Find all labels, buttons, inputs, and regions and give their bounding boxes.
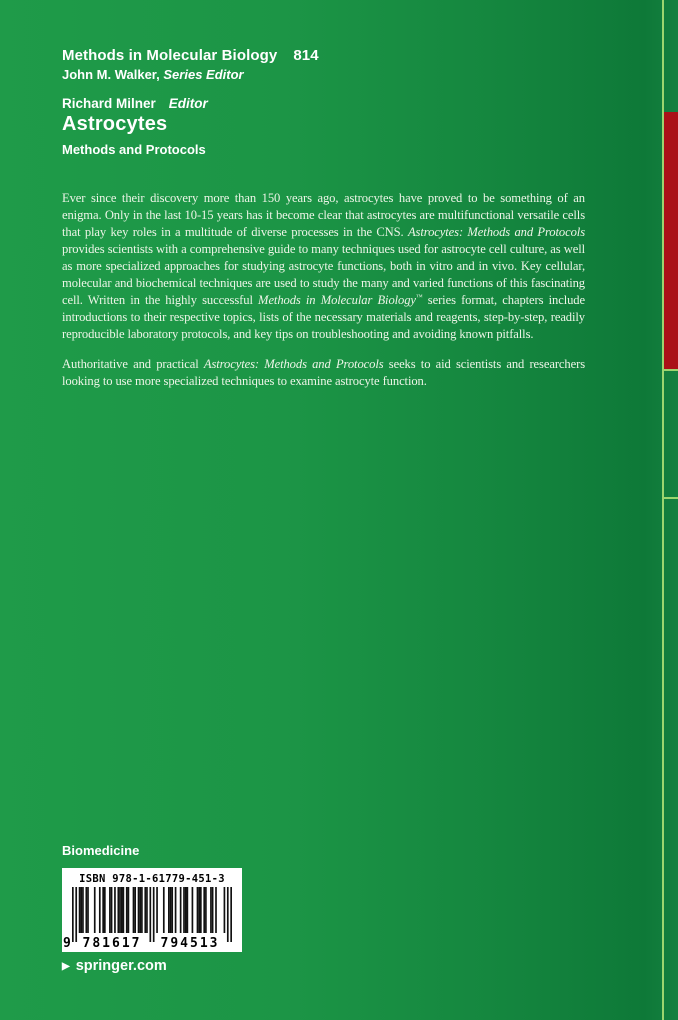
ean-lead-digit: 9 [63,936,71,951]
series-title: Methods in Molecular Biology [62,47,278,64]
publisher-site-label: springer.com [75,958,167,974]
spine-accent-hline-2 [662,497,678,499]
back-cover-blurb [62,190,585,403]
description-paragraph: Authoritative and practical Astrocytes: Methods and Protocols seeks to aid scientists and researchers looking to use more specialized techniques to examine astrocyte function. [62,357,585,388]
arrow-icon: ▶ [62,960,70,972]
spine-red-stripe [664,112,678,369]
isbn-number-label: ISBN 978-1-61779-451-3 [79,873,225,885]
series-editor-role: Series Editor [163,67,244,82]
series-header [62,47,319,64]
volume-editor-name: Richard Milner [62,96,156,111]
ean13-barcode-icon [72,887,232,942]
series-editor-name: John M. Walker, [62,67,160,82]
series-editor-line [62,67,244,82]
spine-accent-hline-1 [662,369,678,371]
ean-left-digits: 781617 [79,937,145,951]
publisher-footer [62,958,167,974]
ean-right-digits: 794513 [157,937,223,951]
series-number: 814 [293,47,319,64]
category-label: Biomedicine [62,843,140,858]
description-paragraph: Ever since their discovery more than 150 years ago, astrocytes have proved to be something of an enigma. Only in the last 10-15 years has it become clear that astrocytes are multifunctional versatile cells that play key roles in a multitude of diverse processes in the CNS. Astrocytes: Methods and Protocols provides scientists with a comprehensive guide to many techniques used for astrocyte cell culture, as well as more specialized approaches for studying astrocyte functions, both in vitro and in vivo. Key cellular, molecular and biochemical techniques are used to study the many and varied functions of this fascinating cell. Written in the highly successful Methods in Molecular Biology™ series format, chapters include introductions to their respective topics, lists of the necessary materials and reagents, step-by-step, readily reproducible laboratory protocols, and key tips on troubleshooting and avoiding known pitfalls. [62,191,585,341]
isbn-barcode-box [62,868,242,952]
book-subtitle: Methods and Protocols [62,142,206,157]
book-title: Astrocytes [62,113,168,135]
volume-editor-role: Editor [168,96,208,111]
volume-editor-line [62,96,208,111]
